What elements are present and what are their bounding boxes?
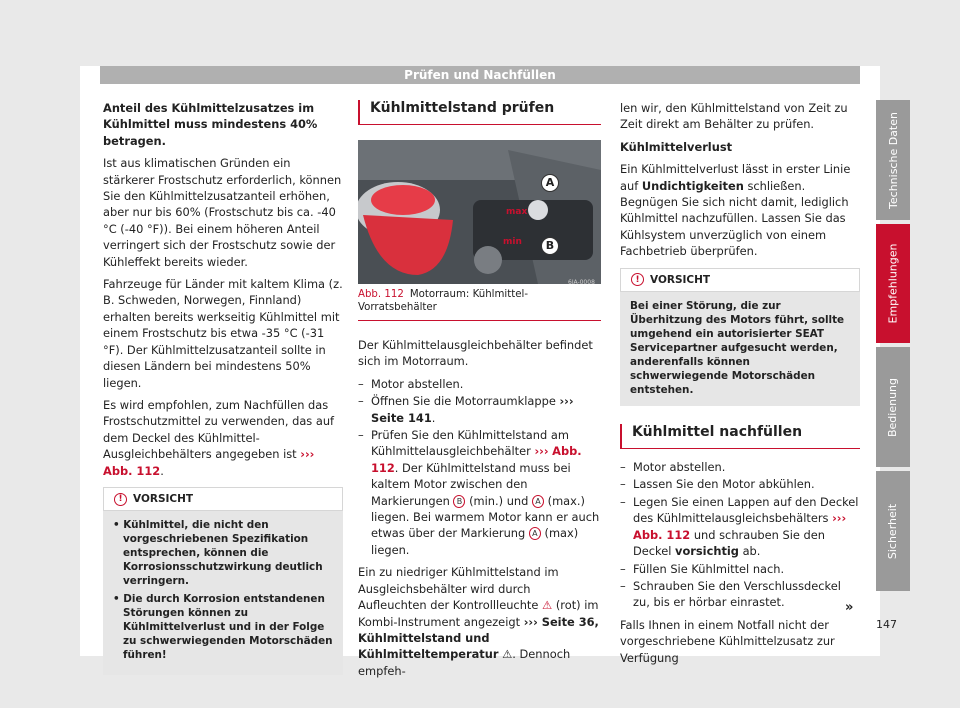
tab-sicherheit[interactable]: Sicherheit (876, 471, 910, 591)
list-item: – Legen Sie einen Lappen auf den Deckel des Kühlmittelausgleichsbehälters ››› Abb. 112 und schrauben Sie den Deckel vorsichtig ab. (620, 494, 860, 560)
col1-paragraph-3: Es wird empfohlen, zum Nachfüllen das Frostschutzmittel zu verwenden, das auf dem Deckel des Kühlmittel-Ausgleichbehälters angegeben ist ››› Abb. 112. (103, 397, 335, 478)
page-header: Prüfen und Nachfüllen (100, 66, 860, 84)
figure-link[interactable]: Abb. 112 (633, 527, 691, 542)
list-item: – Füllen Sie Kühlmittel nach. (620, 561, 860, 577)
marker-b-icon: B (453, 495, 465, 508)
section-title-refill: Kühlmittel nachfüllen (620, 424, 860, 449)
list-item: – Öffnen Sie die Motorraumklappe ››› Seite 141. (358, 393, 601, 426)
warning-item: • Kühlmittel, die nicht den vorgeschriebenen Spezifikation entsprechen, können die Korrosionsschutzwirkung deutlich verringern. (113, 519, 323, 588)
coolant-warning-icon: ⚠ (542, 598, 553, 613)
list-item: – Prüfen Sie den Kühlmittelstand am Kühlmittelausgleichbehälter ››› Abb. 112. Der Kühlmittelstand muss bei kaltem Motor zwischen den Markierungen B (min.) und A (max.) liegen. Bei warmem Motor kann er auch etwas über der Markierung A (max) liegen. (358, 427, 601, 558)
warning-item: • Die durch Korrosion entstandenen Störungen können zu Kühlmittelverlust und in der Folge zu schwerwiegenden Motorschäden führen! (113, 593, 333, 662)
page-ref-link[interactable]: ››› Seite 36, Kühlmittelstand und Kühlmitteltemperatur (358, 614, 599, 662)
col1-paragraph-1: Ist aus klimatischen Gründen ein stärkerer Frostschutz erforderlich, können Sie den Kühlmittelzusatzanteil erhöhen, aber nur bis 60% (Frostschutz bis ca. -40 °C (-40 °F)). Bei einem höheren Anteil verringert sich der Frostschutz sowie der Kühleffekt bereits wieder. (103, 156, 342, 269)
figure-link[interactable]: Abb. 112 (371, 444, 582, 475)
figure-caption: Abb. 112 Motorraum: Kühlmittel-Vorratsbehälter (358, 288, 601, 321)
list-item: – Schrauben Sie den Verschlussdeckel zu, bis er hörbar einrastet. (620, 578, 860, 611)
col3-continuation: len wir, den Kühlmittelstand von Zeit zu Zeit direkt am Behälter zu prüfen. (620, 101, 848, 132)
col1-heading: Anteil des Kühlmittelzusatzes im Kühlmittel muss mindestens 40% betragen. (103, 101, 318, 148)
figure-link[interactable]: Abb. 112 (103, 463, 161, 478)
column-1 (103, 100, 343, 675)
col2-intro: Der Kühlmittelausgleichbehälter befindet sich im Motorraum. (358, 338, 593, 369)
section-title-check: Kühlmittelstand prüfen (358, 100, 601, 125)
column-2 (358, 100, 601, 685)
refill-steps (620, 459, 860, 611)
ref-arrows: ››› (300, 447, 315, 462)
label-min: min (503, 237, 522, 247)
list-item: – Motor abstellen. (358, 376, 601, 392)
warning-body: Bei einer Störung, die zur Überhitzung des Motors führt, sollte umgehend ein autorisierter SEAT Servicepartner aufgesucht werden, anderenfalls können schwerwiegende Motorschäden entstehen. (630, 300, 845, 397)
label-max: max (506, 207, 528, 217)
tab-technische-daten[interactable]: Technische Daten (876, 100, 910, 220)
col3-paragraph-2: Ein Kühlmittelverlust lässt in erster Linie auf Undichtigkeiten schließen. Begnügen Sie sich nicht damit, lediglich Kühlmittel nachzufüllen. Lassen Sie das Kühlsystem unverzüglich von einem Fachbetrieb überprüfen. (620, 162, 851, 259)
col3-paragraph-end: Falls Ihnen in einem Notfall nicht der vorgeschriebene Kühlmittelzusatz zur Verfügung (620, 617, 835, 665)
page-ref-link[interactable]: ››› Seite 141 (371, 394, 574, 425)
marker-a-icon: A (532, 495, 544, 508)
tab-bedienung[interactable]: Bedienung (876, 347, 910, 467)
warning-box-corrosion (103, 487, 343, 675)
info-circle-icon: ! (114, 493, 127, 506)
coolant-reservoir-figure (358, 140, 601, 284)
info-circle-icon: ! (631, 273, 644, 286)
callout-a: A (541, 174, 559, 192)
warning-box-overheat (620, 268, 860, 406)
list-item: – Lassen Sie den Motor abkühlen. (620, 476, 860, 492)
column-3 (620, 100, 860, 672)
col2-paragraph-end: Ein zu niedriger Kühlmittelstand im Ausgleichsbehälter wird durch Aufleuchten der Kontrollleuchte ⚠ (rot) im Kombi-Instrument angezeigt ››› Seite 36, Kühlmittelstand und Kühlmitteltemperatur ⚠. Dennoch empfeh- (358, 565, 599, 678)
engine-bay-illustration (358, 140, 601, 284)
tab-empfehlungen[interactable]: Empfehlungen (876, 224, 910, 343)
list-item: – Motor abstellen. (620, 459, 860, 475)
warning-header: ! VORSICHT (103, 487, 343, 511)
warning-header: ! VORSICHT (620, 268, 860, 292)
col3-subheading: Kühlmittelverlust (620, 139, 733, 154)
check-steps (358, 376, 601, 558)
callout-b: B (541, 237, 559, 255)
continue-arrow-icon: » (845, 600, 854, 615)
col1-paragraph-2: Fahrzeuge für Länder mit kaltem Klima (z. B. Schweden, Norwegen, Finnland) erhalten bereits werkseitig Kühlmittel mit einem Frostschutz bis etwa -35 °C (-31 °F). Der Kühlmittelzusatzanteil sollte in diesen Ländern bei mindestens 50% liegen. (103, 277, 343, 390)
figure-code: 6JA-0008 (568, 279, 595, 284)
marker-a-icon: A (529, 527, 541, 540)
page-number: 147 (876, 618, 897, 631)
warning-body (103, 511, 343, 675)
coolant-temp-icon: ⚠ (502, 647, 513, 662)
